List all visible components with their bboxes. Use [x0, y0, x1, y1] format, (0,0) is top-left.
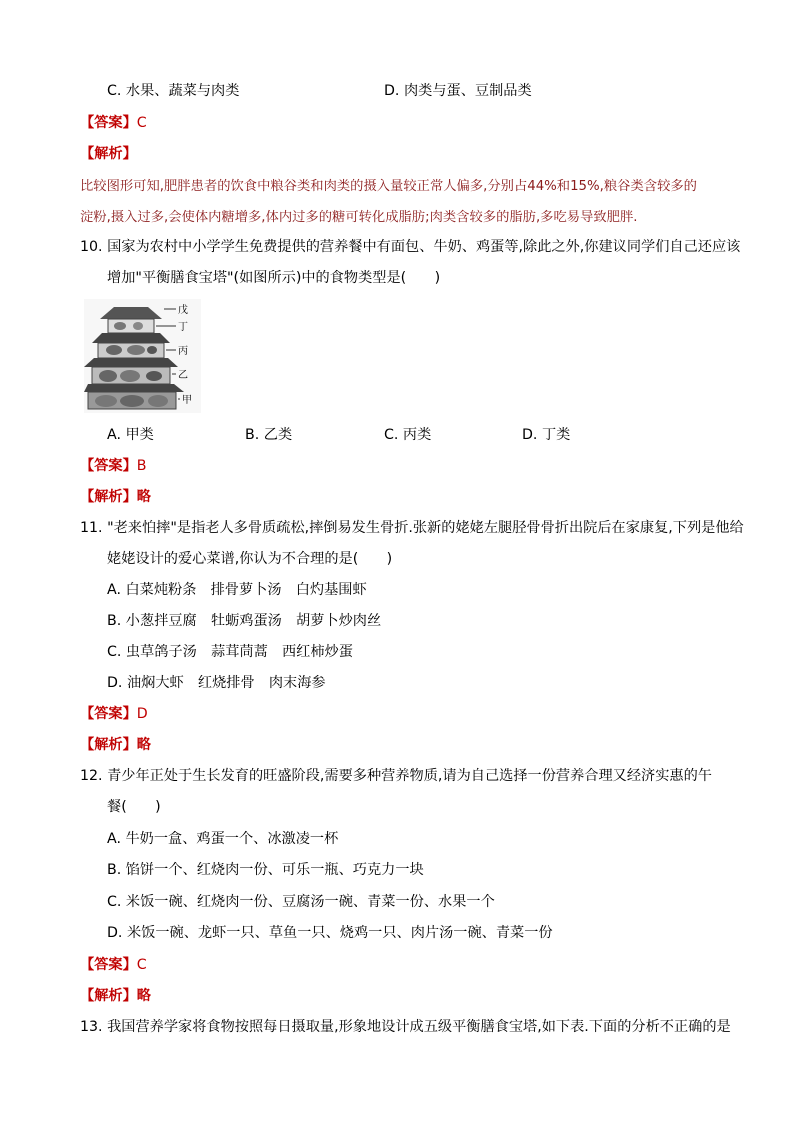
q12-option-c: C. 米饭一碗、红烧肉一份、豆腐汤一碗、青菜一份、水果一个 [107, 894, 495, 910]
question-number: 12. [80, 768, 103, 784]
pyramid-roof-2 [92, 333, 170, 343]
q10-stem-line2: 增加"平衡膳食宝塔"(如图所示)中的食物类型是( ) [107, 270, 441, 286]
question-stem: 青少年正处于生长发育的旺盛阶段,需要多种营养物质,请为自己选择一份营养合理又经济实惠的午 [107, 768, 712, 784]
q10-option-c: C. 丙类 [384, 427, 432, 443]
q10-option-d: D. 丁类 [522, 427, 571, 443]
answer-label: 【答案】 [80, 458, 137, 474]
q11-option-a: A. 白菜炖粉条 排骨萝卜汤 白灼基围虾 [107, 582, 367, 598]
q10-answer [80, 456, 147, 476]
q12-answer [80, 955, 147, 975]
analysis-value: 略 [136, 737, 151, 753]
pyramid-illustration [84, 299, 201, 413]
q9-option-c: C. 水果、蔬菜与肉类 [107, 83, 240, 99]
answer-value: C [136, 115, 147, 131]
answer-label: 【答案】 [80, 115, 137, 131]
analysis-label: 【解析】 [80, 146, 137, 162]
q9-analysis-label [80, 144, 137, 164]
answer-label: 【答案】 [80, 957, 137, 973]
pyramid-label-wu: 戊 [178, 305, 188, 316]
question-stem: 我国营养学家将食物按照每日摄取量,形象地设计成五级平衡膳食宝塔,如下表.下面的分析不正确的是 [107, 1019, 731, 1035]
answer-value: C [136, 957, 147, 973]
q12-analysis [80, 986, 151, 1006]
pyramid-roof-4 [84, 384, 184, 392]
pyramid-roof-3 [84, 358, 178, 367]
q12-option-b: B. 馅饼一个、红烧肉一份、可乐一瓶、巧克力一块 [107, 862, 424, 878]
analysis-label: 【解析】 [80, 988, 137, 1004]
q11-option-b: B. 小葱拌豆腐 牡蛎鸡蛋汤 胡萝卜炒肉丝 [107, 613, 382, 629]
q12-stem [80, 766, 712, 786]
answer-label: 【答案】 [80, 706, 137, 722]
q12-option-a: A. 牛奶一盒、鸡蛋一个、冰激凌一杯 [107, 831, 339, 847]
q10-stem [80, 237, 740, 257]
q11-stem-line2: 姥姥设计的爱心菜谱,你认为不合理的是( ) [107, 551, 393, 567]
q9-option-d: D. 肉类与蛋、豆制品类 [384, 83, 532, 99]
q10-analysis [80, 487, 151, 507]
question-number: 13. [80, 1019, 103, 1035]
analysis-value: 略 [136, 988, 151, 1004]
answer-value: D [136, 706, 148, 722]
pyramid-roof-top [100, 307, 162, 319]
q11-stem [80, 518, 744, 538]
question-number: 10. [80, 239, 103, 255]
analysis-value: 略 [136, 489, 151, 505]
q10-option-b: B. 乙类 [245, 427, 293, 443]
pyramid-label-ding: 丁 [178, 322, 188, 333]
q11-analysis [80, 735, 151, 755]
q11-option-d: D. 油焖大虾 红烧排骨 肉末海参 [107, 675, 326, 691]
question-stem: 国家为农村中小学学生免费提供的营养餐中有面包、牛奶、鸡蛋等,除此之外,你建议同学们自己还应该 [107, 239, 741, 255]
q10-option-a: A. 甲类 [107, 427, 154, 443]
q9-analysis-line2: 淀粉,摄入过多,会使体内糖增多,体内过多的糖可转化成脂肪;肉类含较多的脂肪,多吃易导致肥胖. [80, 210, 638, 225]
pyramid-label-yi: 乙 [178, 370, 188, 381]
q11-option-c: C. 虫草鸽子汤 蒜茸茼蒿 西红柿炒蛋 [107, 644, 353, 660]
q12-option-d: D. 米饭一碗、龙虾一只、草鱼一只、烧鸡一只、肉片汤一碗、青菜一份 [107, 925, 553, 941]
food-pyramid-figure [84, 299, 201, 413]
q11-answer [80, 704, 148, 724]
q9-answer [80, 113, 147, 133]
question-number: 11. [80, 520, 103, 536]
question-stem: "老来怕摔"是指老人多骨质疏松,摔倒易发生骨折.张新的姥姥左腿胫骨骨折出院后在家康复,下列是他给 [107, 520, 744, 536]
q13-stem [80, 1017, 731, 1037]
pyramid-label-bing: 丙 [178, 346, 188, 357]
q12-stem-line2: 餐( ) [107, 799, 161, 815]
pyramid-label-jia: 甲 [182, 395, 192, 406]
analysis-label: 【解析】 [80, 737, 137, 753]
answer-value: B [136, 458, 147, 474]
q9-analysis-line1: 比较图形可知,肥胖患者的饮食中粮谷类和肉类的摄入量较正常人偏多,分别占44%和15%,粮谷类含较多的 [80, 179, 697, 194]
analysis-label: 【解析】 [80, 489, 137, 505]
